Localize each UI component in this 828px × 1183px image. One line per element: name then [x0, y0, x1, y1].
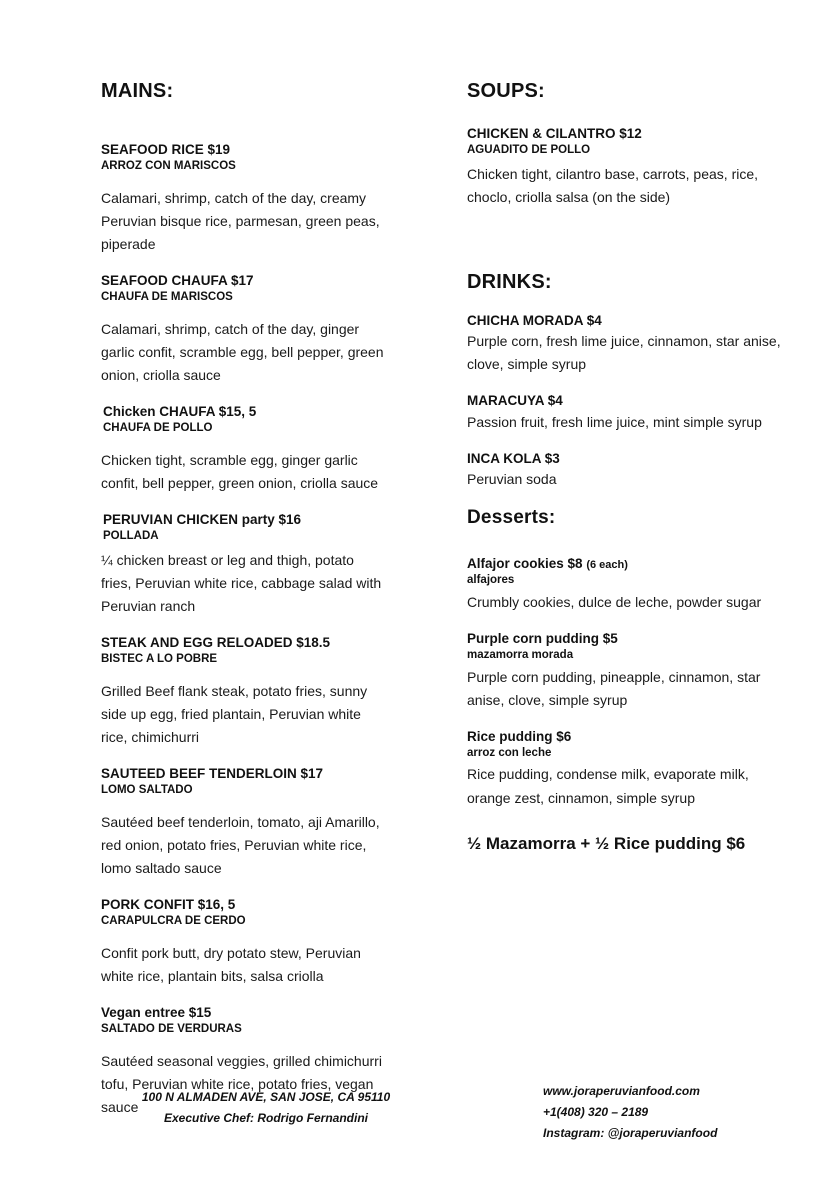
- menu-item-name: SEAFOOD RICE $19: [101, 142, 231, 157]
- soups-drinks-desserts-column: [385, 80, 828, 1135]
- footer-chef: Executive Chef: Rodrigo Fernandini: [163, 1111, 369, 1125]
- menu-item-name: Rice pudding $6: [467, 728, 572, 744]
- menu-item-name: Vegan entree $15: [101, 1004, 212, 1020]
- menu-item-subtitle: arroz con leche: [467, 746, 552, 759]
- menu-item: [101, 511, 385, 618]
- menu-item-description: Calamari, shrimp, catch of the day, ginger garlic confit, scramble egg, bell pepper, green onion, criolla sauce: [101, 320, 384, 383]
- menu-columns: [0, 80, 828, 1135]
- menu-item-description: Chicken tight, scramble egg, ginger garlic confit, bell pepper, green onion, criolla sauce: [101, 451, 379, 491]
- menu-item-name-note: (6 each): [586, 558, 628, 571]
- dessert-combo: ½ Mazamorra + ½ Rice pudding $6: [467, 833, 746, 853]
- menu-item-name: SAUTEED BEEF TENDERLOIN $17: [101, 765, 324, 781]
- menu-item-description: Peruvian soda: [467, 470, 557, 487]
- menu-item-name-text: Alfajor cookies $8: [467, 555, 583, 571]
- menu-item-subtitle: POLLADA: [103, 530, 159, 543]
- menu-item-description: Calamari, shrimp, catch of the day, creamy Peruvian bisque rice, parmesan, green peas, piperade: [101, 189, 380, 252]
- menu-item-description: Purple corn pudding, pineapple, cinnamon, star anise, clove, simple syrup: [467, 668, 761, 708]
- menu-item-name: STEAK AND EGG RELOADED $18.5: [101, 634, 331, 650]
- section-title-drinks: DRINKS:: [467, 270, 552, 293]
- menu-item-name: Chicken CHAUFA $15, 5: [103, 404, 257, 420]
- menu-item-name: SEAFOOD CHAUFA $17: [101, 273, 254, 289]
- menu-item-subtitle: CARAPULCRA DE CERDO: [101, 915, 246, 928]
- menu-item: [101, 272, 385, 387]
- menu-item-subtitle: CHAUFA DE MARISCOS: [101, 291, 233, 304]
- section-title-mains: MAINS:: [101, 80, 174, 102]
- menu-item: [467, 450, 788, 491]
- spacer: [467, 225, 788, 271]
- menu-item-subtitle: CHAUFA DE POLLO: [103, 422, 213, 435]
- menu-item-subtitle: LOMO SALTADO: [101, 784, 193, 797]
- menu-item-description: Sautéed beef tenderloin, tomato, aji Amarillo, red onion, potato fries, Peruvian white rice, lomo saltado sauce: [101, 813, 380, 876]
- menu-item: [467, 392, 788, 433]
- menu-item-description: Chicken tight, cilantro base, carrots, peas, rice, choclo, criolla salsa (on the side): [467, 165, 759, 205]
- menu-item-name: CHICHA MORADA $4: [467, 312, 602, 328]
- footer-address: 100 N ALMADEN AVE, SAN JOSE, CA 95110: [141, 1090, 391, 1104]
- menu-item: [467, 728, 788, 810]
- menu-item-description: Confit pork butt, dry potato stew, Peruvian white rice, plantain bits, salsa criolla: [101, 944, 361, 984]
- menu-item-name: CHICKEN & CILANTRO $12: [467, 126, 642, 141]
- menu-item-name: INCA KOLA $3: [467, 450, 560, 466]
- menu-item: [101, 141, 385, 256]
- menu-item: [467, 312, 788, 376]
- menu-item: [467, 125, 788, 209]
- menu-item-description: Grilled Beef flank steak, potato fries, sunny side up egg, fried plantain, Peruvian white rice, chimichurri: [101, 682, 368, 745]
- menu-item-subtitle: mazamorra morada: [467, 649, 574, 661]
- menu-item-description: Purple corn, fresh lime juice, cinnamon, star anise, clove, simple syrup: [467, 333, 781, 373]
- footer-contact-block: [543, 1081, 717, 1144]
- menu-item-name: PERUVIAN CHICKEN party $16: [103, 511, 302, 527]
- menu-item-name: [467, 555, 788, 573]
- menu-item-description: Sautéed seasonal veggies, grilled chimichurri tofu, Peruvian white rice, potato fries, vegan sauce: [101, 1052, 382, 1115]
- menu-item-subtitle: BISTEC A LO POBRE: [101, 653, 218, 666]
- footer-phone[interactable]: +1(408) 320 – 2189: [543, 1105, 649, 1119]
- footer-website[interactable]: www.joraperuvianfood.com: [543, 1084, 700, 1098]
- menu-item: [101, 765, 385, 880]
- menu-item-name: Purple corn pudding $5: [467, 630, 618, 646]
- menu-item: [467, 555, 788, 614]
- menu-item-subtitle: AGUADITO DE POLLO: [467, 144, 591, 157]
- menu-item: [101, 403, 385, 495]
- footer-instagram[interactable]: Instagram: @joraperuvianfood: [543, 1126, 718, 1140]
- menu-item-description: Rice pudding, condense milk, evaporate milk, orange zest, cinnamon, simple syrup: [467, 766, 749, 806]
- page-footer: [0, 1081, 828, 1161]
- section-title-soups: SOUPS:: [467, 80, 545, 102]
- footer-address-block: [101, 1087, 431, 1129]
- menu-item-subtitle: alfajores: [467, 574, 515, 587]
- menu-item-description: Crumbly cookies, dulce de leche, powder sugar: [467, 593, 762, 610]
- mains-column: [0, 80, 385, 1135]
- menu-item-name: PORK CONFIT $16, 5: [101, 897, 236, 912]
- menu-item-name: MARACUYA $4: [467, 393, 563, 409]
- menu-item: [101, 896, 385, 988]
- menu-item-subtitle: SALTADO DE VERDURAS: [101, 1023, 242, 1036]
- menu-item: [101, 634, 385, 749]
- menu-item-description: Passion fruit, fresh lime juice, mint simple syrup: [467, 413, 762, 430]
- section-title-desserts: Desserts:: [467, 506, 556, 528]
- menu-item: [467, 630, 788, 712]
- menu-item-description: ¼ chicken breast or leg and thigh, potato fries, Peruvian white rice, cabbage salad with Peruvian ranch: [101, 551, 382, 614]
- menu-item-subtitle: ARROZ CON MARISCOS: [101, 160, 236, 173]
